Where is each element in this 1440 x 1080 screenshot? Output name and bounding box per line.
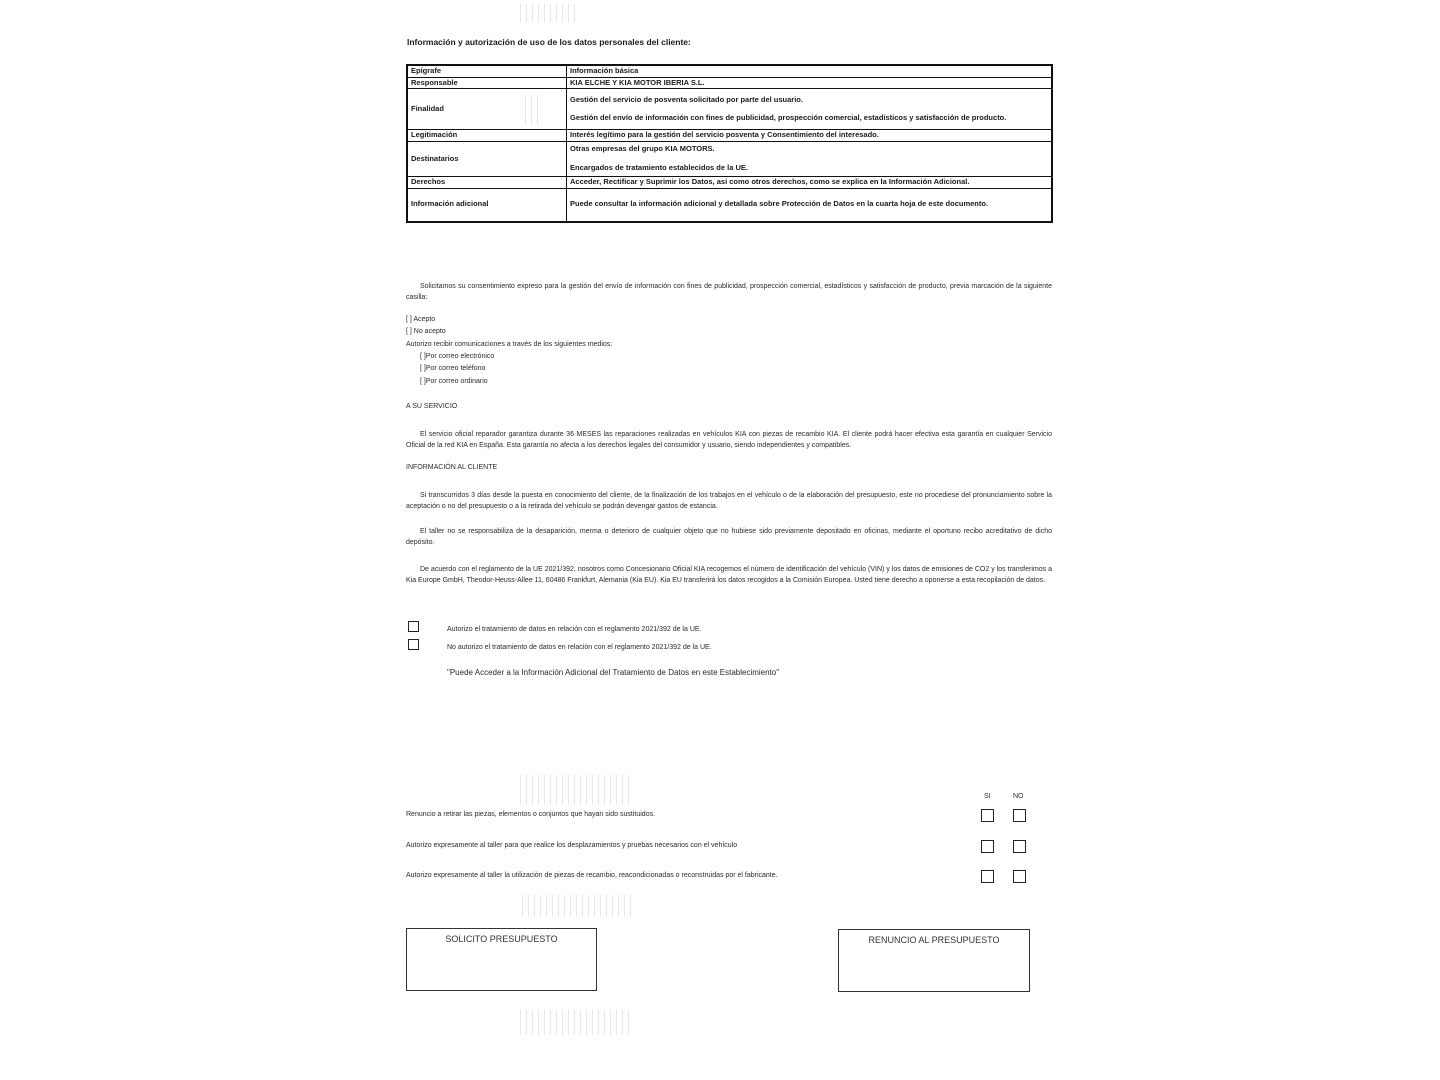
request-quote-label: SOLICITO PRESUPUESTO [445,934,558,944]
table-row [407,77,1052,89]
row1-no-checkbox[interactable] [1013,809,1026,822]
row-value-destinatarios [567,141,1053,176]
service-paragraph [406,429,1052,451]
destinatarios-item: Otras empresas del grupo KIA MOTORS. [570,144,715,154]
consent-accept[interactable]: [ ] Acepto [406,316,436,323]
row-value-derechos: Acceder, Rectificar y Suprimir los Datos, así como otros derechos, como se explica en la Información Adicional. [567,176,1053,188]
no-header: NO [1013,793,1024,800]
client-info-text-1: Si transcurridos 3 días desde la puesta en conocimiento del cliente, de la finalización de los trabajos en el vehículo o de la elaboración del presupuesto, este no procediese del pronunciamiento sobre la aceptación o no del presupuesto o a la retirada del vehículo se podrán devengar gastos de estancia. [406,492,1052,510]
scan-artifact [520,1010,630,1035]
scan-artifact [520,4,580,22]
consent-reject[interactable]: [ ] No acepto [406,328,446,335]
scan-artifact [522,895,632,917]
row-label-finalidad: Finalidad [407,89,567,130]
eu-authorize-label: Autorizo el tratamiento de datos en relación con el reglamento 2021/392 de la UE. [447,626,702,633]
eu-no-authorize-label: No autorizo el tratamiento de datos en relación con el reglamento 2021/392 de la UE. [447,644,712,651]
service-text: El servicio oficial reparador garantiza durante 36 MESES las reparaciones realizadas en vehículos KIA con piezas de recambio KIA. El cliente podrá hacer efectiva esta garantía en cualquier Servicio Oficial de la red KIA en España. Esta garantía no afecta a los derechos legales del consumidor y usuario, siendo independientes y compatibles. [406,431,1052,449]
row-label-derechos: Derechos [407,176,567,188]
client-info-heading: INFORMACIÓN AL CLIENTE [406,464,498,471]
eu-authorize-checkbox[interactable] [408,621,419,632]
row-label-info-adicional: Información adicional [407,188,567,222]
row-value-info-adicional: Puede consultar la información adicional y detallada sobre Protección de Datos en la cuarta hoja de este documento. [567,188,1053,222]
page-title: Información y autorización de uso de los datos personales del cliente: [407,37,691,47]
row2-si-checkbox[interactable] [981,840,994,853]
scan-artifact [520,775,630,805]
eu-no-authorize-checkbox[interactable] [408,639,419,650]
request-quote-box[interactable] [406,928,597,991]
eu-note: "Puede Acceder a la Información Adicional del Tratamiento de Datos en este Establecimiento" [447,668,780,677]
channel-phone[interactable]: [ ]Por correo teléfono [420,365,486,372]
table-row [407,141,1052,176]
table-row [407,176,1052,188]
yes-no-row-label: Autorizo expresamente al taller la utilización de piezas de recambio, reacondicionadas o reconstruidas por el fabricante. [406,872,778,879]
row-label-destinatarios: Destinatarios [407,141,567,176]
row3-si-checkbox[interactable] [981,870,994,883]
row2-no-checkbox[interactable] [1013,840,1026,853]
table-row [407,188,1052,222]
row-value-finalidad [567,89,1053,130]
row-label-responsable: Responsable [407,77,567,89]
table-header-value: Información básica [567,65,1053,77]
channel-mail[interactable]: [ ]Por correo ordinario [420,378,488,385]
yes-no-row-label: Autorizo expresamente al taller para que realice los desplazamientos y pruebas necesarios con el vehículo [406,842,738,849]
table-header-label: Epígrafe [407,65,567,77]
client-info-paragraph-2 [406,526,1052,548]
row3-no-checkbox[interactable] [1013,870,1026,883]
basic-info-table [406,64,1053,223]
service-heading: A SU SERVICIO [406,403,458,410]
client-info-paragraph-1 [406,490,1052,512]
row1-si-checkbox[interactable] [981,809,994,822]
channel-email[interactable]: [ ]Por correo electrónico [420,353,495,360]
destinatarios-item: Encargados de tratamiento establecidos de la UE. [570,162,748,172]
row-value-responsable: KIA ELCHE Y KIA MOTOR IBERIA S.L. [567,77,1053,89]
si-header: SI [984,793,991,800]
waive-quote-label: RENUNCIO AL PRESUPUESTO [868,935,1000,945]
table-row [407,130,1052,142]
yes-no-row-label: Renuncio a retirar las piezas, elementos o conjuntos que hayan sido sustituidos. [406,811,656,818]
finalidad-item: Gestión del envío de información con fines de publicidad, prospección comercial, estadísticos y satisfacción de producto. [570,113,1007,123]
row-label-legitimacion: Legitimación [407,130,567,142]
table-row [407,89,1052,130]
finalidad-item: Gestión del servicio de posventa solicitado por parte del usuario. [570,94,803,104]
client-info-text-2: El taller no se responsabiliza de la desaparición, merma o deterioro de cualquier objeto que no hubiese sido previamente depositado en oficinas, mediante el oportuno recibo acreditativo de dicho depósito. [406,528,1052,546]
client-info-text-3: De acuerdo con el reglamento de la UE 2021/392, nosotros como Concesionario Oficial KIA recogemos el número de identificación del vehículo (VIN) y los datos de emisiones de CO2 y los transferimos a Kia Europe GmbH, Theodor-Heuss-Allee 11, 60486 Frankfurt, Alemania (Kia EU). Kia EU transferirá los datos recogidos a la Comisión Europea. Usted tiene derecho a oponerse a esta recopilación de datos. [406,566,1052,584]
consent-paragraph [406,281,1052,303]
table-header-row [407,65,1052,77]
waive-quote-box[interactable] [838,929,1030,992]
channels-intro: Autorizo recibir comunicaciones a través de los siguientes medios: [406,341,613,348]
client-info-paragraph-3 [406,564,1052,586]
row-value-legitimacion: Interés legítimo para la gestión del servicio posventa y Consentimiento del interesado. [567,130,1053,142]
consent-text: Solicitamos su consentimiento expreso para la gestión del envío de información con fines de publicidad, prospección comercial, estadísticos y satisfacción de producto, previa marcación de la siguiente casilla: [406,283,1052,301]
